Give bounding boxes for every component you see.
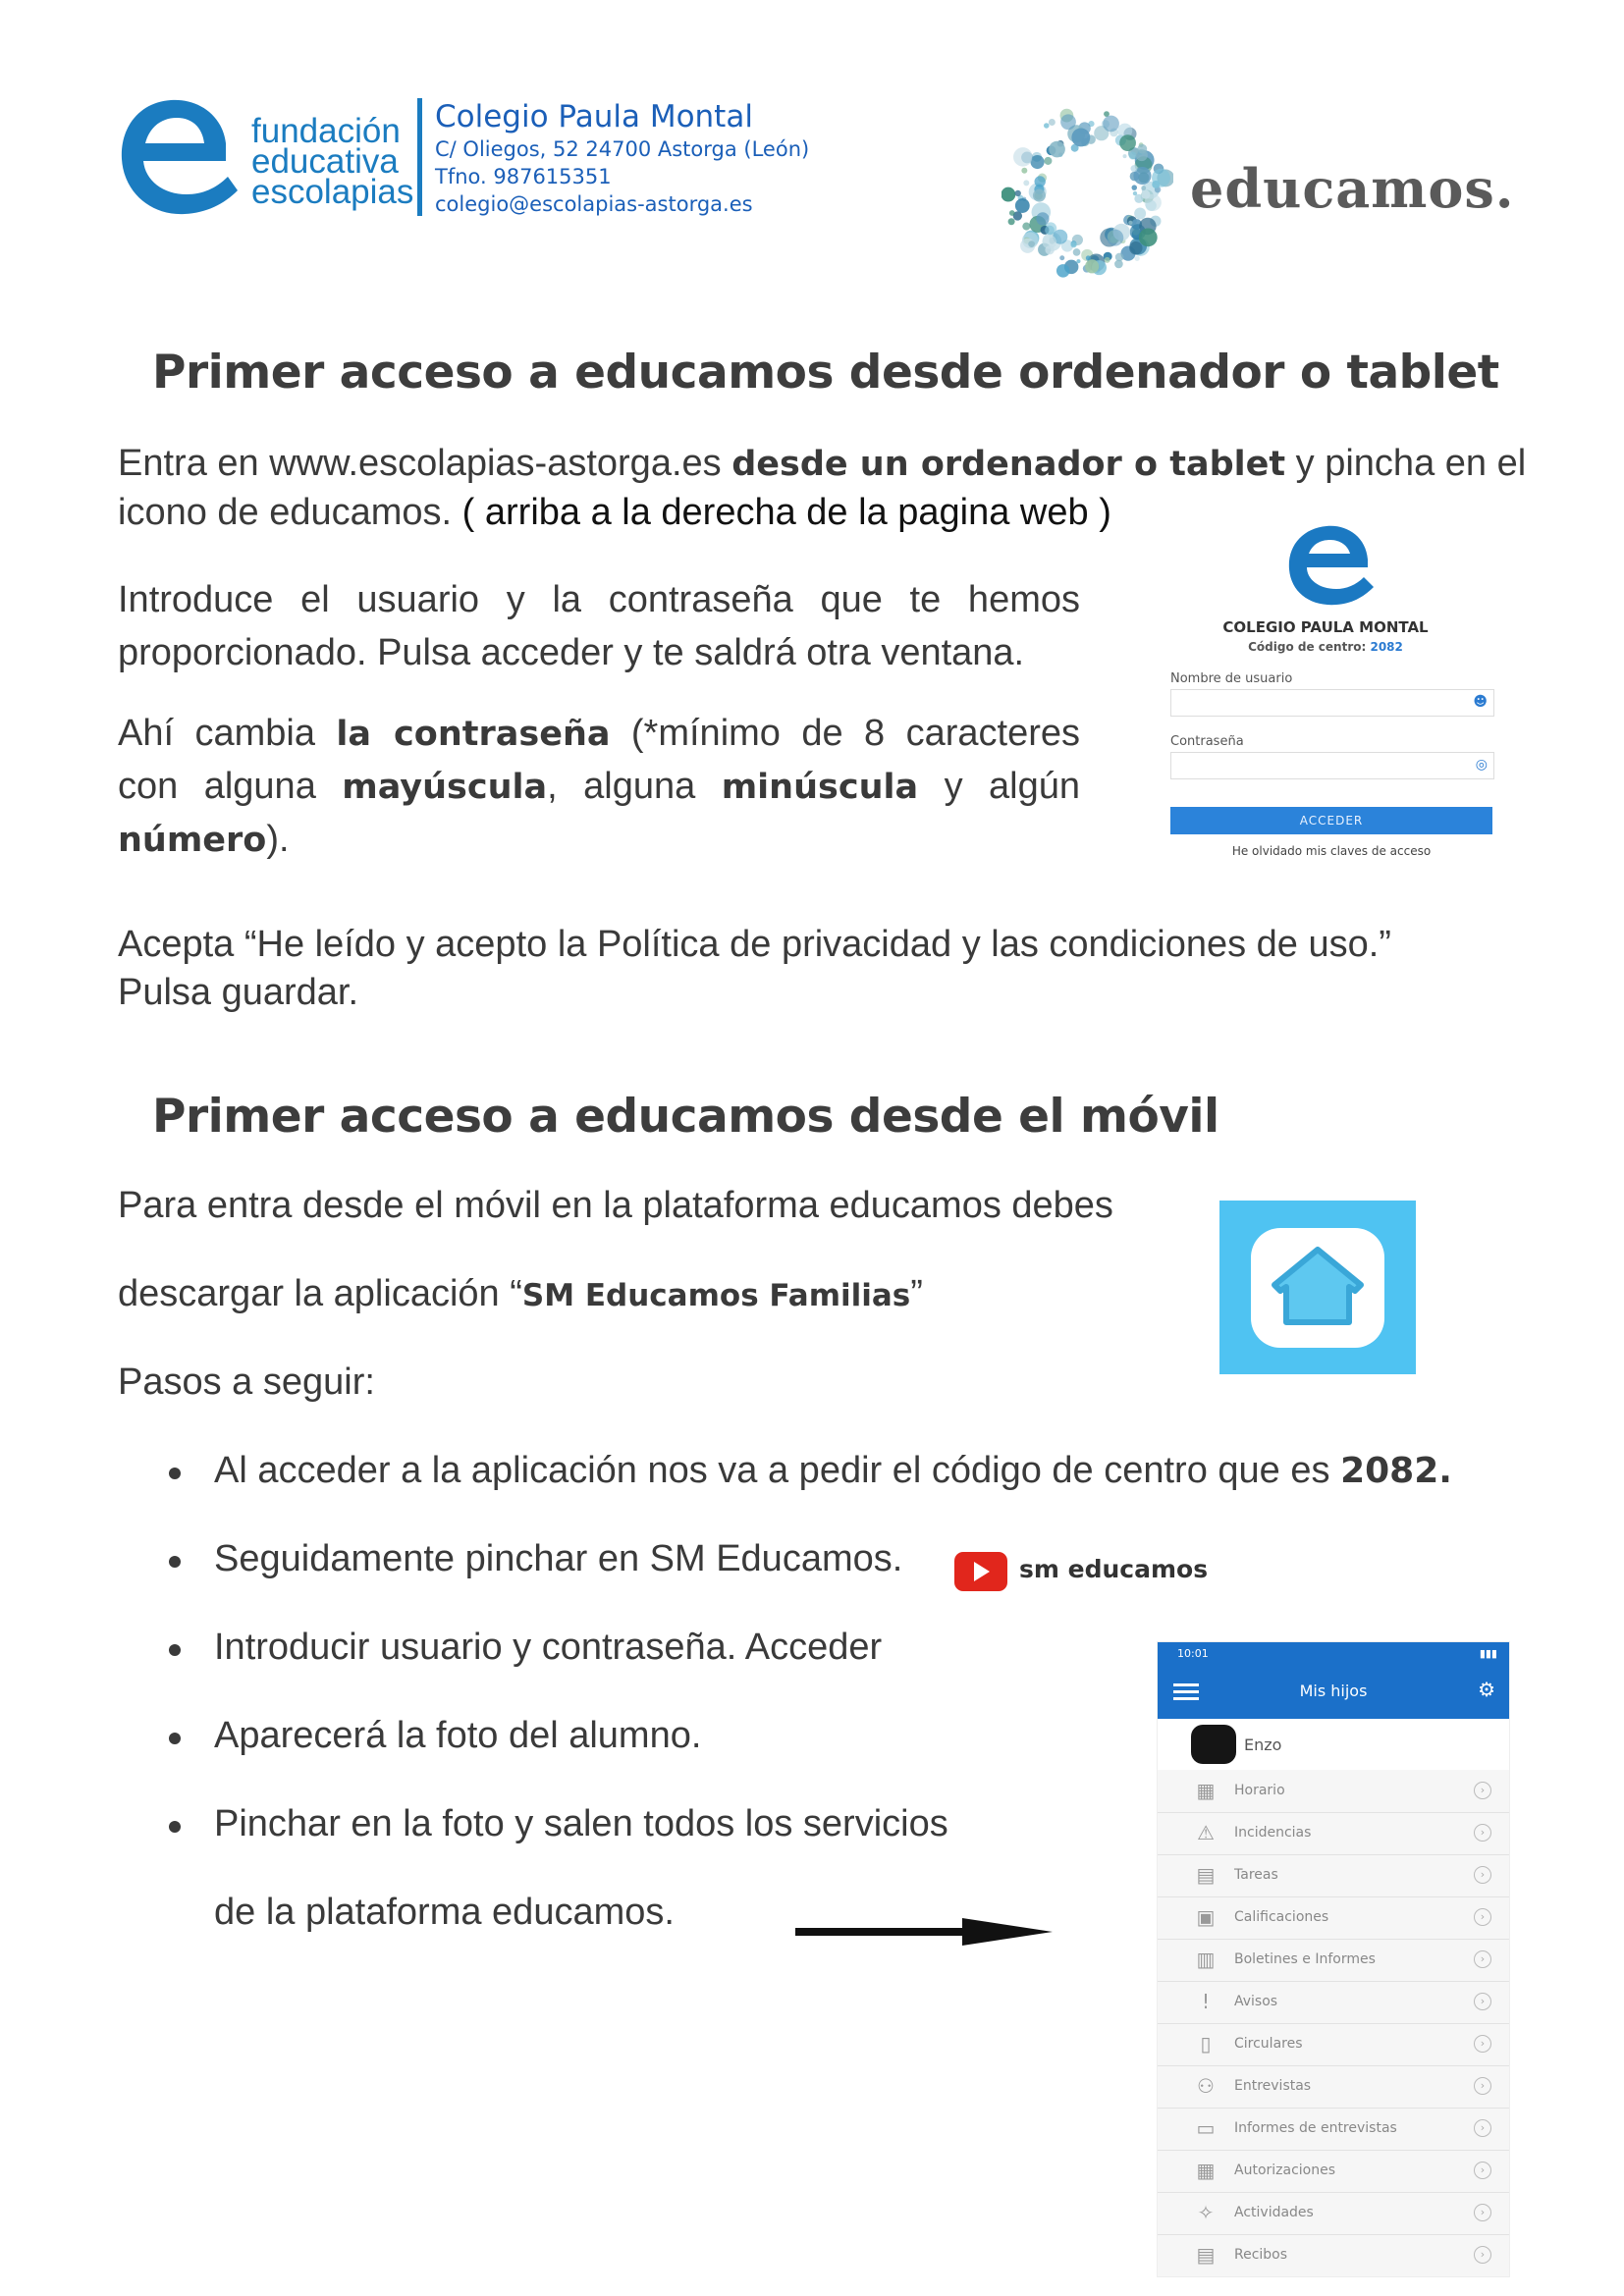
arrow-right-icon (795, 1914, 1053, 1949)
educamos-wordmark: educamos. (1190, 157, 1515, 220)
login-password-field (1170, 752, 1494, 779)
section2-paragraph3: Pasos a seguir: (118, 1362, 375, 1403)
section1-title: Primer acceso a educamos desde ordenador o tablet (152, 346, 1499, 400)
gear-icon: ⚙ (1478, 1678, 1495, 1701)
list-item (1158, 1854, 1509, 1897)
school-info (435, 98, 809, 218)
avatar (1191, 1725, 1236, 1764)
school-phone: Tfno. 987615351 (435, 165, 612, 188)
user-icon: ☻ (1473, 694, 1488, 710)
chevron-right-icon: › (1474, 2077, 1491, 2095)
login-forgot-link: He olvidado mis claves de acceso (1231, 844, 1432, 858)
sm-educamos-app-icon (1219, 1201, 1416, 1374)
login-user-label: Nombre de usuario (1170, 671, 1293, 686)
login-password-label: Contraseña (1170, 734, 1244, 749)
list-item (1158, 2150, 1509, 2193)
section1-paragraph2-line2: proporcionado. Pulsa acceder y te saldrá otra ventana. (118, 632, 1025, 673)
school-email: colegio@escolapias-astorga.es (435, 192, 753, 216)
list-item-label: Incidencias (1234, 1825, 1312, 1841)
step-4: Aparecerá la foto del alumno. (214, 1715, 702, 1756)
list-item-label: Entrevistas (1234, 2078, 1312, 2094)
list-item (1158, 2023, 1509, 2066)
chevron-right-icon: › (1474, 2162, 1491, 2179)
phone-screenshot (1157, 1641, 1510, 2277)
header-divider (417, 98, 422, 216)
list-item-label: Boletines e Informes (1234, 1951, 1376, 1967)
section1-paragraph1: Entra en www.escolapias-astorga.es desde un ordenador o tablet y pincha en el icono de educamos. ( arriba a la derecha de la pagina web ) (118, 443, 1527, 533)
bullet-dot (169, 1556, 181, 1568)
fundacion-e-logo (116, 94, 244, 222)
list-item-label: Autorizaciones (1234, 2163, 1336, 2178)
people-icon: ⚇ (1197, 2074, 1215, 2098)
chevron-right-icon: › (1474, 2035, 1491, 2053)
school-address: C/ Oliegos, 52 24700 Astorga (León) (435, 137, 810, 161)
eye-icon: ◎ (1475, 757, 1488, 773)
step-2: Seguidamente pinchar en SM Educamos. (214, 1538, 903, 1579)
educamos-e-icon (1281, 520, 1380, 609)
fundacion-name: fundación educativa escolapias (251, 112, 414, 211)
login-school-name: COLEGIO PAULA MONTAL (1222, 618, 1429, 636)
list-item (1158, 2108, 1509, 2151)
receipt-icon: ▤ (1196, 2243, 1216, 2267)
phone-app-title: Mis hijos (1299, 1682, 1368, 1700)
list-item (1158, 1770, 1509, 1813)
chevron-right-icon: › (1474, 2246, 1491, 2264)
list-item-label: Informes de entrevistas (1234, 2120, 1397, 2136)
section1-paragraph3-line1: Ahí cambia la contraseña (*mínimo de 8 caracteres (118, 713, 1080, 754)
section2-title: Primer acceso a educamos desde el móvil (152, 1090, 1219, 1144)
battery-icon: ▮▮▮ (1479, 1647, 1497, 1660)
chevron-right-icon: › (1474, 1908, 1491, 1926)
section1-paragraph2-line1: Introduce el usuario y la contraseña que te hemos (118, 579, 1080, 620)
school-name: Colegio Paula Montal (435, 99, 753, 134)
warning-icon: ⚠ (1197, 1821, 1215, 1844)
section1-paragraph3-line2: con alguna mayúscula, alguna minúscula y algún (118, 766, 1080, 807)
chevron-right-icon: › (1474, 1824, 1491, 1842)
activity-icon: ✧ (1197, 2201, 1215, 2224)
list-item (1158, 2065, 1509, 2109)
chevron-right-icon: › (1474, 2204, 1491, 2221)
chevron-right-icon: › (1474, 1950, 1491, 1968)
bullet-dot (169, 1644, 181, 1656)
educamos-ring-logo (1001, 108, 1173, 280)
login-screenshot (1159, 520, 1492, 874)
chevron-right-icon: › (1474, 1866, 1491, 1884)
list-item (1158, 2234, 1509, 2277)
child-row (1158, 1719, 1509, 1770)
tasks-icon: ▤ (1196, 1863, 1216, 1887)
calendar-icon: ▦ (1196, 1779, 1216, 1802)
phone-status-bar (1158, 1642, 1509, 1664)
list-item-label: Tareas (1234, 1867, 1278, 1883)
list-item (1158, 2192, 1509, 2235)
authorization-icon: ▦ (1196, 2159, 1216, 2182)
step-5-line2: de la plataforma educamos. (214, 1892, 675, 1933)
step-1: Al acceder a la aplicación nos va a pedir el código de centro que es 2082. (214, 1450, 1452, 1491)
list-item (1158, 1812, 1509, 1855)
chevron-right-icon: › (1474, 1782, 1491, 1799)
list-item-label: Actividades (1234, 2205, 1314, 2220)
phone-app-bar (1158, 1664, 1509, 1719)
login-acceder-button: ACCEDER (1170, 807, 1492, 834)
chevron-right-icon: › (1474, 2119, 1491, 2137)
report-icon: ▥ (1196, 1948, 1216, 1971)
section2-paragraph2: descargar la aplicación “SM Educamos Familias” (118, 1273, 923, 1314)
sm-play-icon (954, 1552, 1007, 1591)
section1-paragraph4: Acepta “He leído y acepto la Política de privacidad y las condiciones de uso.” Pulsa guardar. (118, 924, 1391, 1013)
login-center-code: Código de centro: 2082 (1248, 640, 1403, 654)
section2-paragraph1: Para entra desde el móvil en la plataforma educamos debes (118, 1185, 1113, 1226)
step-5-line1: Pinchar en la foto y salen todos los servicios (214, 1803, 948, 1844)
home-icon (1219, 1201, 1416, 1374)
bullet-dot (169, 1821, 181, 1833)
bullet-dot (169, 1733, 181, 1744)
step-3: Introducir usuario y contraseña. Acceder (214, 1627, 883, 1668)
login-user-field (1170, 689, 1494, 717)
phone-time: 10:01 (1177, 1647, 1209, 1660)
sm-educamos-wordmark: sm educamos (1019, 1555, 1209, 1583)
chevron-right-icon: › (1474, 1993, 1491, 2010)
child-name: Enzo (1244, 1735, 1282, 1754)
bullet-dot (169, 1468, 181, 1479)
list-item-label: Horario (1234, 1783, 1285, 1798)
document-icon: ▯ (1200, 2032, 1212, 2056)
exclamation-icon: ! (1201, 1990, 1211, 2013)
list-item (1158, 1981, 1509, 2024)
list-item (1158, 1939, 1509, 1982)
list-item-label: Avisos (1234, 1994, 1278, 2009)
chat-icon: ▭ (1196, 2116, 1216, 2140)
list-item-label: Circulares (1234, 2036, 1303, 2052)
section1-paragraph3-line3: número). (118, 819, 290, 860)
list-item (1158, 1896, 1509, 1940)
list-item-label: Recibos (1234, 2247, 1288, 2263)
grades-icon: ▣ (1196, 1905, 1216, 1929)
list-item-label: Calificaciones (1234, 1909, 1329, 1925)
